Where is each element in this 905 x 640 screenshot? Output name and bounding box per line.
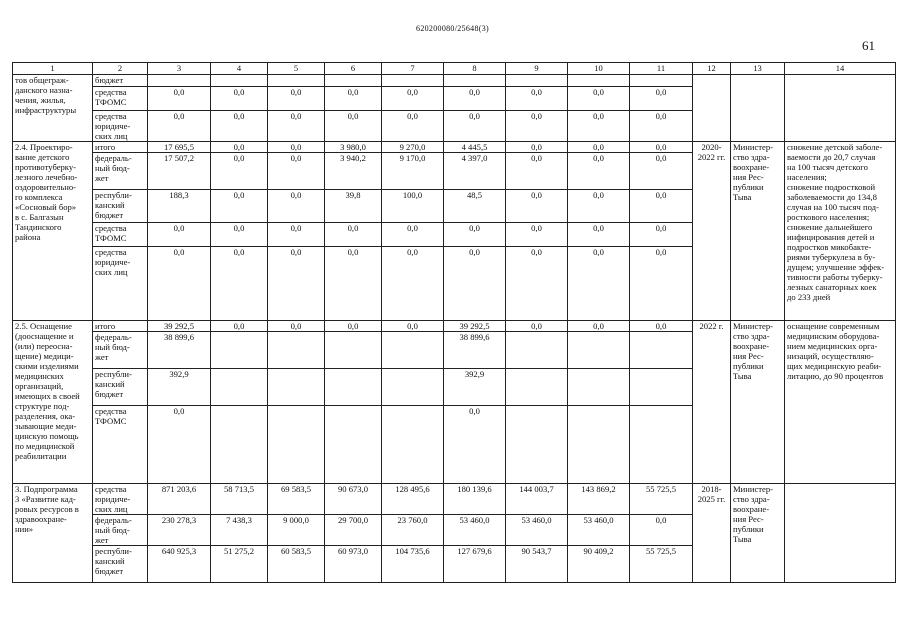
amount-cell: 0,0	[211, 223, 268, 247]
amount-cell: 144 003,7	[506, 484, 568, 515]
amount-cell: 127 679,6	[444, 546, 506, 583]
column-number-7: 7	[382, 63, 444, 75]
column-number-6: 6	[325, 63, 382, 75]
funding-source: средства юридиче- ских лиц	[93, 111, 148, 142]
amount-cell: 60 583,5	[268, 546, 325, 583]
amount-cell: 180 139,6	[444, 484, 506, 515]
amount-cell	[325, 406, 382, 484]
amount-cell: 9 000,0	[268, 515, 325, 546]
funding-source: республи- канский бюджет	[93, 546, 148, 583]
amount-cell: 0,0	[268, 321, 325, 332]
amount-cell: 0,0	[382, 87, 444, 111]
column-number-8: 8	[444, 63, 506, 75]
amount-cell: 0,0	[211, 87, 268, 111]
column-number-5: 5	[268, 63, 325, 75]
table-body	[13, 75, 896, 583]
amount-cell: 55 725,5	[630, 484, 693, 515]
amount-cell: 0,0	[506, 321, 568, 332]
amount-cell: 0,0	[211, 321, 268, 332]
amount-cell: 0,0	[630, 87, 693, 111]
amount-cell	[211, 75, 268, 87]
amount-cell: 0,0	[506, 153, 568, 190]
amount-cell: 0,0	[444, 247, 506, 321]
amount-cell: 69 583,5	[268, 484, 325, 515]
amount-cell: 0,0	[325, 111, 382, 142]
amount-cell: 0,0	[630, 111, 693, 142]
amount-cell: 0,0	[148, 87, 211, 111]
funding-source: итого	[93, 142, 148, 153]
amount-cell	[325, 369, 382, 406]
column-number-3: 3	[148, 63, 211, 75]
amount-cell	[325, 332, 382, 369]
amount-cell: 48,5	[444, 190, 506, 223]
amount-cell	[568, 369, 630, 406]
amount-cell: 128 495,6	[382, 484, 444, 515]
amount-cell: 58 713,5	[211, 484, 268, 515]
amount-cell: 29 700,0	[325, 515, 382, 546]
amount-cell: 0,0	[211, 142, 268, 153]
funding-source: бюджет	[93, 75, 148, 87]
executor-cell	[731, 75, 785, 142]
amount-cell: 0,0	[382, 321, 444, 332]
amount-cell	[268, 332, 325, 369]
amount-cell: 0,0	[325, 223, 382, 247]
amount-cell: 0,0	[268, 190, 325, 223]
period-cell: 2020- 2022 гг.	[693, 142, 731, 321]
amount-cell: 0,0	[268, 142, 325, 153]
column-number-11: 11	[630, 63, 693, 75]
amount-cell: 0,0	[211, 247, 268, 321]
amount-cell: 4 445,5	[444, 142, 506, 153]
amount-cell: 0,0	[325, 87, 382, 111]
amount-cell: 0,0	[444, 87, 506, 111]
amount-cell: 0,0	[268, 223, 325, 247]
amount-cell: 39,8	[325, 190, 382, 223]
amount-cell: 0,0	[568, 247, 630, 321]
amount-cell	[382, 369, 444, 406]
amount-cell: 55 725,5	[630, 546, 693, 583]
amount-cell: 230 278,3	[148, 515, 211, 546]
amount-cell	[506, 75, 568, 87]
amount-cell: 871 203,6	[148, 484, 211, 515]
funding-source: федераль- ный бюд- жет	[93, 515, 148, 546]
funding-source: средства ТФОМС	[93, 223, 148, 247]
period-cell: 2022 г.	[693, 321, 731, 484]
amount-cell: 0,0	[568, 153, 630, 190]
amount-cell: 0,0	[148, 223, 211, 247]
column-number-14: 14	[785, 63, 896, 75]
amount-cell	[630, 406, 693, 484]
amount-cell	[382, 75, 444, 87]
amount-cell	[444, 75, 506, 87]
period-cell: 2018- 2025 гг.	[693, 484, 731, 583]
column-number-4: 4	[211, 63, 268, 75]
amount-cell	[211, 406, 268, 484]
amount-cell: 0,0	[382, 111, 444, 142]
amount-cell	[506, 369, 568, 406]
amount-cell: 0,0	[630, 153, 693, 190]
amount-cell: 392,9	[444, 369, 506, 406]
amount-cell: 188,3	[148, 190, 211, 223]
amount-cell: 143 869,2	[568, 484, 630, 515]
amount-cell: 0,0	[568, 321, 630, 332]
amount-cell: 90 409,2	[568, 546, 630, 583]
amount-cell: 4 397,0	[444, 153, 506, 190]
amount-cell: 38 899,6	[444, 332, 506, 369]
amount-cell: 0,0	[444, 406, 506, 484]
amount-cell: 0,0	[148, 406, 211, 484]
amount-cell	[268, 369, 325, 406]
program-item-name: 3. Подпрограмма 3 «Развитие кад- ровых ресурсов в здравоохране- нии»	[13, 484, 93, 583]
amount-cell: 0,0	[382, 247, 444, 321]
amount-cell: 0,0	[325, 247, 382, 321]
amount-cell	[568, 75, 630, 87]
amount-cell: 640 925,3	[148, 546, 211, 583]
expected-result-cell: оснащение современным медицинским оборудова- нием медицинских орга- низаций, осуществляю- щих медицинскую реаби- литацию, до 90 процентов	[785, 321, 896, 484]
amount-cell: 53 460,0	[506, 515, 568, 546]
amount-cell: 0,0	[630, 515, 693, 546]
amount-cell: 0,0	[148, 111, 211, 142]
amount-cell: 0,0	[630, 142, 693, 153]
amount-cell: 0,0	[268, 111, 325, 142]
amount-cell: 39 292,5	[444, 321, 506, 332]
amount-cell: 0,0	[444, 223, 506, 247]
amount-cell: 53 460,0	[444, 515, 506, 546]
amount-cell: 3 940,2	[325, 153, 382, 190]
amount-cell	[211, 332, 268, 369]
amount-cell: 0,0	[568, 111, 630, 142]
table-row	[13, 75, 896, 87]
amount-cell: 53 460,0	[568, 515, 630, 546]
amount-cell: 0,0	[506, 111, 568, 142]
column-number-10: 10	[568, 63, 630, 75]
amount-cell: 38 899,6	[148, 332, 211, 369]
amount-cell: 0,0	[444, 111, 506, 142]
amount-cell	[382, 406, 444, 484]
amount-cell	[268, 406, 325, 484]
executor-cell: Министер- ство здра- воохране- ния Рес- публики Тыва	[731, 321, 785, 484]
funding-source: республи- канский бюджет	[93, 369, 148, 406]
amount-cell	[568, 406, 630, 484]
amount-cell: 0,0	[268, 153, 325, 190]
amount-cell: 9 170,0	[382, 153, 444, 190]
amount-cell: 0,0	[148, 247, 211, 321]
amount-cell: 39 292,5	[148, 321, 211, 332]
column-number-row	[13, 63, 896, 75]
expected-result-cell	[785, 75, 896, 142]
amount-cell: 0,0	[211, 190, 268, 223]
amount-cell: 0,0	[630, 321, 693, 332]
amount-cell: 0,0	[568, 87, 630, 111]
funding-source: федераль- ный бюд- жет	[93, 332, 148, 369]
amount-cell: 3 980,0	[325, 142, 382, 153]
amount-cell: 0,0	[506, 223, 568, 247]
amount-cell: 0,0	[211, 153, 268, 190]
funding-source: средства юридиче- ских лиц	[93, 484, 148, 515]
amount-cell: 104 735,6	[382, 546, 444, 583]
amount-cell: 0,0	[630, 223, 693, 247]
amount-cell	[268, 75, 325, 87]
document-id: 620200080/25648(3)	[416, 24, 489, 33]
amount-cell: 0,0	[630, 190, 693, 223]
amount-cell: 0,0	[568, 223, 630, 247]
amount-cell: 0,0	[268, 247, 325, 321]
amount-cell: 60 973,0	[325, 546, 382, 583]
table-row	[13, 321, 896, 332]
amount-cell: 17 695,5	[148, 142, 211, 153]
executor-cell: Министер- ство здра- воохране- ния Рес- публики Тыва	[731, 142, 785, 321]
amount-cell	[630, 332, 693, 369]
funding-source: республи- канский бюджет	[93, 190, 148, 223]
funding-source: итого	[93, 321, 148, 332]
amount-cell	[382, 332, 444, 369]
expected-result-cell: снижение детской заболе- ваемости до 20,7 случая на 100 тысяч детского населения; снижение подростковой заболеваемости до 134,8 случая на 100 тысяч под- росткового населения; снижение дальнейшего инфицирования детей и подростков микобакте- риями туберкулеза в бу- дущем; улучшение эффек- тивности работы туберку- лезных санаторных коек до 233 дней	[785, 142, 896, 321]
amount-cell	[211, 369, 268, 406]
funding-source: средства ТФОМС	[93, 87, 148, 111]
budget-table	[12, 62, 896, 583]
amount-cell: 0,0	[325, 321, 382, 332]
amount-cell: 23 760,0	[382, 515, 444, 546]
amount-cell: 0,0	[630, 247, 693, 321]
amount-cell: 90 543,7	[506, 546, 568, 583]
amount-cell: 9 270,0	[382, 142, 444, 153]
column-number-1: 1	[13, 63, 93, 75]
amount-cell: 17 507,2	[148, 153, 211, 190]
amount-cell: 0,0	[382, 223, 444, 247]
amount-cell	[568, 332, 630, 369]
amount-cell	[325, 75, 382, 87]
amount-cell: 0,0	[568, 190, 630, 223]
amount-cell: 0,0	[506, 190, 568, 223]
amount-cell: 100,0	[382, 190, 444, 223]
column-number-9: 9	[506, 63, 568, 75]
table-row	[13, 484, 896, 515]
funding-source: средства юридиче- ских лиц	[93, 247, 148, 321]
table-row	[13, 142, 896, 153]
column-number-2: 2	[93, 63, 148, 75]
column-number-12: 12	[693, 63, 731, 75]
funding-source: федераль- ный бюд- жет	[93, 153, 148, 190]
executor-cell: Министер- ство здра- воохране- ния Рес- публики Тыва	[731, 484, 785, 583]
period-cell	[693, 75, 731, 142]
amount-cell	[630, 369, 693, 406]
page-number: 61	[862, 38, 875, 53]
amount-cell: 0,0	[506, 87, 568, 111]
amount-cell	[630, 75, 693, 87]
program-item-name: 2.4. Проектиро- вание детского противотуберку- лезного лечебно- оздоровительно- го комплекса «Сосновый бор» в с. Балгазын Тандинского района	[13, 142, 93, 321]
amount-cell: 0,0	[506, 247, 568, 321]
expected-result-cell	[785, 484, 896, 583]
amount-cell: 51 275,2	[211, 546, 268, 583]
amount-cell: 0,0	[268, 87, 325, 111]
amount-cell: 0,0	[568, 142, 630, 153]
column-number-13: 13	[731, 63, 785, 75]
program-item-name: 2.5. Оснащение (дооснащение и (или) переосна- щение) медици- скими изделиями медицинских организаций, имеющих в своей структуре под- разделения, ока- зывающие меди- цинскую помощь по медицинской реабилитации	[13, 321, 93, 484]
amount-cell: 90 673,0	[325, 484, 382, 515]
funding-source: средства ТФОМС	[93, 406, 148, 484]
amount-cell: 0,0	[506, 142, 568, 153]
amount-cell: 7 438,3	[211, 515, 268, 546]
amount-cell: 392,9	[148, 369, 211, 406]
amount-cell	[506, 406, 568, 484]
program-item-name: тов общеграж- данского назна- чения, жилья, инфраструктуры	[13, 75, 93, 142]
amount-cell	[148, 75, 211, 87]
amount-cell	[506, 332, 568, 369]
amount-cell: 0,0	[211, 111, 268, 142]
